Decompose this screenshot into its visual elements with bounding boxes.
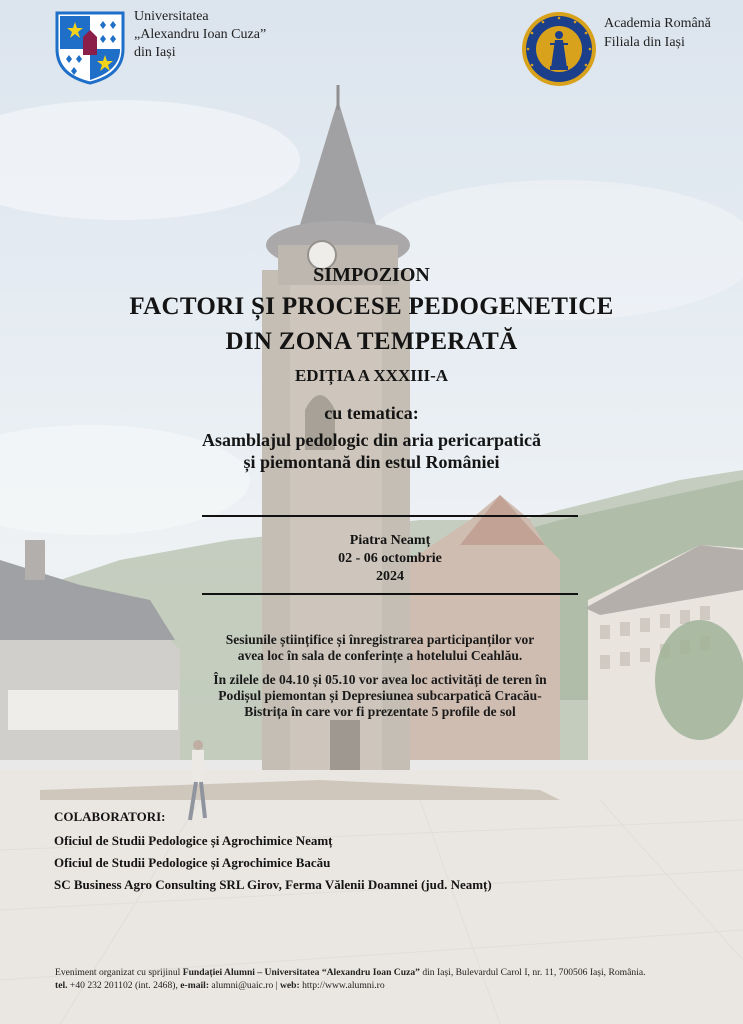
footer-prefix: Eveniment organizat cu sprijinul: [55, 967, 183, 978]
email-link[interactable]: alumni@uaic.ro |: [209, 980, 280, 991]
academy-line: Filiala din Iași: [604, 35, 685, 50]
web-link[interactable]: http://www.alumni.ro: [299, 980, 385, 991]
collaborator-item: SC Business Agro Consulting SRL Girov, Ferma Vălenii Doamnei (jud. Neamț): [54, 877, 492, 892]
tel-value: +40 232 201102 (int. 2468),: [67, 980, 181, 991]
theme-line2: și piemontană din estul României: [243, 452, 500, 472]
collaborators-section: [54, 806, 492, 896]
footer: [55, 966, 646, 992]
event-title-line2: DIN ZONA TEMPERATĂ: [225, 328, 518, 355]
collaborators-heading: COLABORATORI:: [54, 809, 166, 824]
sessions-note: [185, 632, 575, 664]
sessions-line: Sesiunile științifice și înregistrarea participanților vor: [225, 632, 535, 647]
event-edition: EDIȚIA A XXXIII-A: [294, 366, 449, 385]
event-title-line1: FACTORI ȘI PROCESE PEDOGENETICE: [129, 293, 614, 320]
collaborator-item: Oficiul de Studii Pedologice și Agrochimice Neamț: [54, 833, 333, 848]
divider-bottom: [202, 593, 578, 595]
theme-line1: Asamblajul pedologic din aria pericarpatică: [202, 430, 541, 450]
divider-top: [202, 515, 578, 517]
email-label: e-mail:: [180, 980, 210, 991]
event-dates: 02 - 06 octombrie: [338, 551, 442, 566]
university-line: din Iași: [134, 45, 176, 60]
footer-line1: [55, 966, 646, 979]
university-line: Universitatea: [134, 9, 209, 24]
field-line: Bistrița în care vor fi prezentate 5 profile de sol: [244, 704, 516, 719]
event-type: SIMPOZION: [313, 264, 430, 286]
field-line: Podișul piemontan și Depresiunea subcarpatică Cracău-: [218, 688, 542, 703]
field-line: În zilele de 04.10 și 05.10 vor avea loc activități de teren în: [213, 672, 547, 687]
event-year: 2024: [376, 569, 404, 584]
theme-intro: cu tematica:: [324, 403, 419, 423]
footer-address: din Iași, Bulevardul Carol I, nr. 11, 700506 Iași, România.: [419, 967, 646, 978]
academy-name: [604, 14, 711, 52]
academy-seal: [520, 10, 598, 88]
academy-line: Academia Română: [604, 16, 711, 31]
university-line: „Alexandru Ioan Cuza”: [134, 27, 267, 42]
field-activities-note: [185, 672, 575, 720]
sessions-line: avea loc în sala de conferințe a hotelului Ceahlău.: [237, 648, 523, 663]
tel-label: tel.: [55, 980, 68, 991]
web-label: web:: [280, 980, 300, 991]
footer-org: Fundației Alumni – Universitatea “Alexandru Ioan Cuza”: [182, 967, 420, 978]
footer-line2: [55, 979, 646, 992]
university-name: [134, 8, 266, 62]
event-location: Piatra Neamț: [349, 533, 431, 548]
university-logo: [53, 9, 127, 85]
collaborator-item: Oficiul de Studii Pedologice și Agrochimice Bacău: [54, 855, 331, 870]
